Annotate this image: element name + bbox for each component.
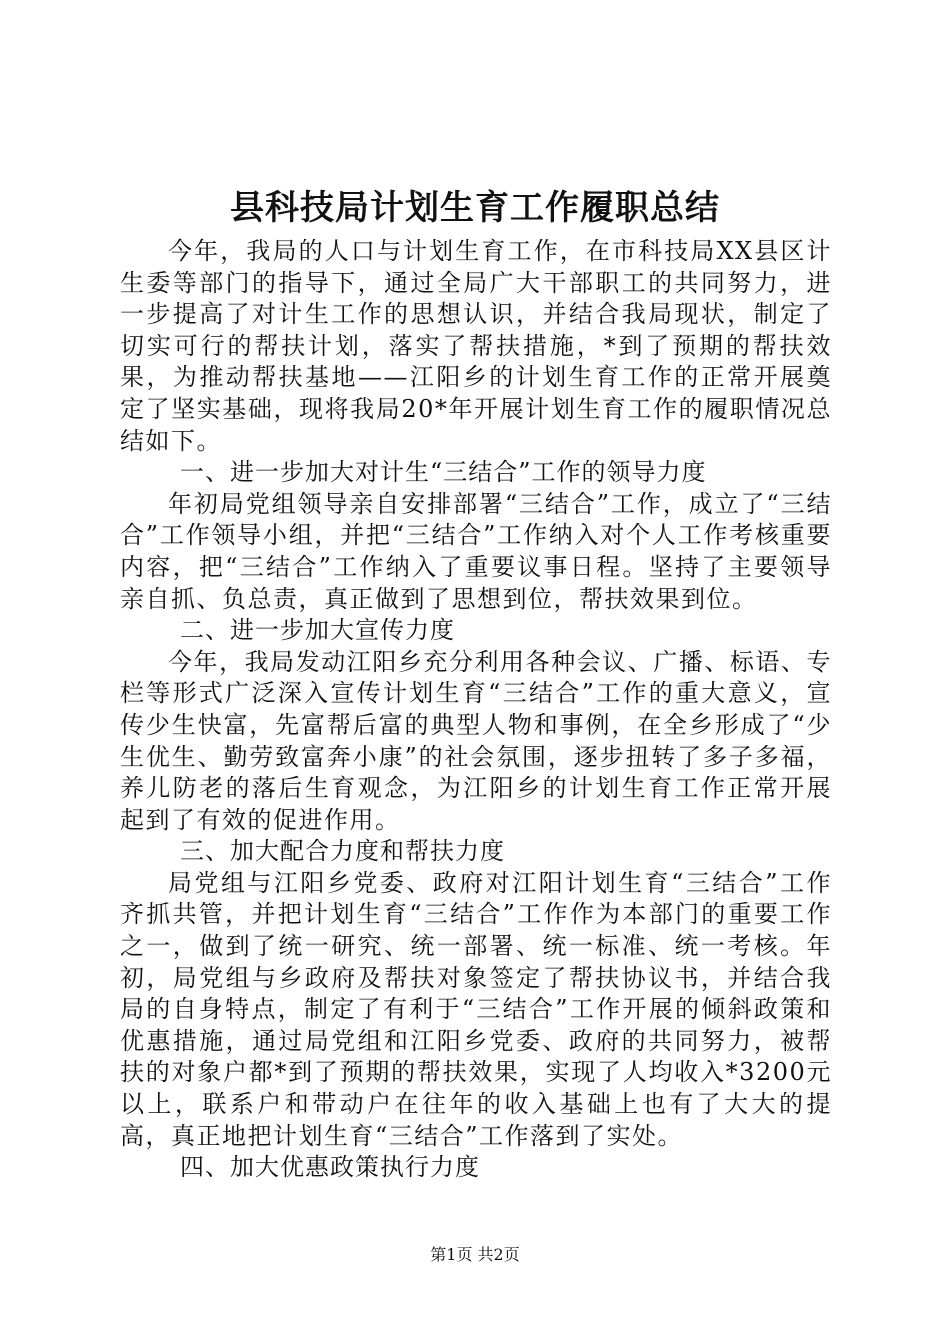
section-2-heading: 二、进一步加大宣传力度 [180,616,455,645]
document-body [120,236,832,1184]
section-3-heading: 三、加大配合力度和帮扶力度 [180,837,505,866]
section-1-body: 年初局党组领导亲自安排部署“三结合”工作，成立了“三结合”工作领导小组，并把“三结合”工作纳入对个人工作考核重要内容，把“三结合”工作纳入了重要议事日程。坚持了主要领导亲自抓、负总责，真正做到了思想到位，帮扶效果到位。 [120,489,832,613]
section-3-body: 局党组与江阳乡党委、政府对江阳计划生育“三结合”工作齐抓共管，并把计划生育“三结合”工作作为本部门的重要工作之一，做到了统一研究、统一部署、统一标准、统一考核。年初，局党组与乡政府及帮扶对象签定了帮扶协议书，并结合我局的自身特点，制定了有利于“三结合”工作开展的倾斜政策和优惠措施，通过局党组和江阳乡党委、政府的共同努力，被帮扶的对象户都*到了预期的帮扶效果，实现了人均收入*3200元以上，联系户和带动户在往年的收入基础上也有了大大的提高，真正地把计划生育“三结合”工作落到了实处。 [120,868,832,1150]
section-2-body: 今年，我局发动江阳乡充分利用各种会议、广播、标语、专栏等形式广泛深入宣传计划生育“三结合”工作的重大意义，宣传少生快富，先富帮后富的典型人物和事例，在全乡形成了“少生优生、勤劳致富奔小康”的社会氛围，逐步扭转了多子多福，养儿防老的落后生育观念，为江阳乡的计划生育工作正常开展起到了有效的促进作用。 [120,647,832,834]
page-footer: 第1页 共2页 [430,1245,520,1264]
section-1-heading: 一、进一步加大对计生“三结合”工作的领导力度 [180,458,707,487]
section-4-heading: 四、加大优惠政策执行力度 [180,1153,480,1182]
document-title: 县科技局计划生育工作履职总结 [230,188,720,228]
intro-paragraph: 今年，我局的人口与计划生育工作，在市科技局XX县区计生委等部门的指导下，通过全局广大干部职工的共同努力，进一步提高了对计生工作的思想认识，并结合我局现状，制定了切实可行的帮扶计划，落实了帮扶措施，*到了预期的帮扶效果，为推动帮扶基地——江阳乡的计划生育工作的正常开展奠定了坚实基础，现将我局20*年开展计划生育工作的履职情况总结如下。 [120,237,832,455]
